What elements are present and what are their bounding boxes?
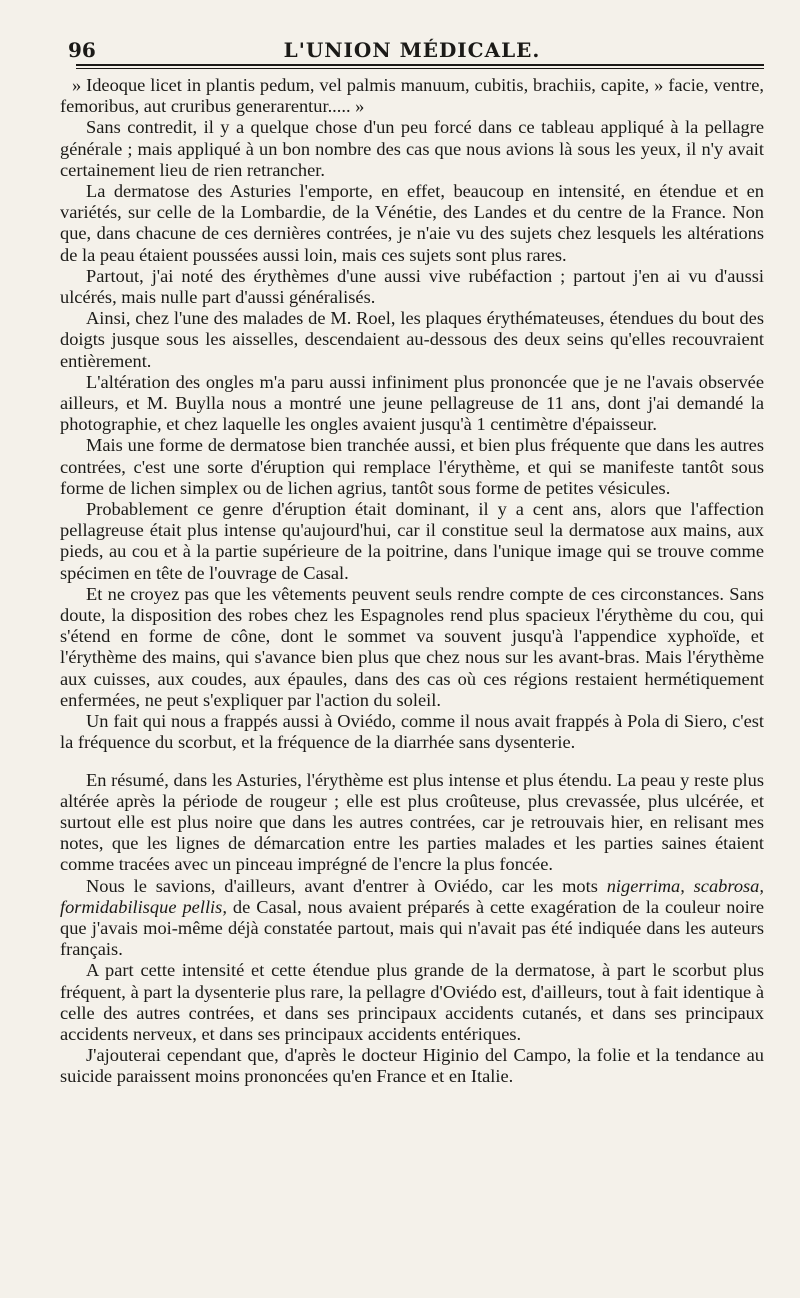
summary-paragraph: En résumé, dans les Asturies, l'érythème est plus intense et plus étendu. La peau y reste plus altérée après la période de rougeur ; elle est plus croûteuse, plus crevassée, plus ulcérée, et surtout elle est plus noire que dans les autres contrées, car je retrouvais hier, en relisant mes notes, que les lignes de démarcation entre les parties malades et les parties saines étaient comme tracées avec un pinceau imprégné de l'encre la plus foncée.	[60, 769, 764, 875]
running-title: L'UNION MÉDICALE.	[283, 38, 541, 62]
paragraph: Et ne croyez pas que les vêtements peuvent seuls rendre compte de ces circonstances. Sans doute, la disposition des robes chez les Espagnoles rend plus spacieux l'érythème du cou, qui s'étend en forme de cône, dont le sommet va souvent jusqu'à l'appendice xyphoïde, et l'érythème des mains, qui s'avance bien plus que chez nous sur les avant-bras. Mais l'érythème aux cuisses, aux coudes, aux épaules, dans des cas où ces régions restaient hermétiquement enfermées, ne peut s'expliquer par l'action du soleil.	[60, 583, 764, 710]
casal-text-after: de Casal, nous avaient préparés à cette exagération de la couleur noire que j'avais moi-même déjà constatée partout, mais qui n'avait pas été indiquée dans les auteurs français.	[60, 896, 764, 960]
paragraph: Partout, j'ai noté des érythèmes d'une aussi vive rubéfaction ; partout j'en ai vu d'aussi ulcérés, mais nulle part d'aussi généralisés.	[60, 265, 764, 308]
paragraph: Mais une forme de dermatose bien tranchée aussi, et bien plus fréquente que dans les autres contrées, c'est une sorte d'éruption qui remplace l'érythème, et qui se manifeste tantôt sous forme de lichen simplex ou de lichen agrius, tantôt sous forme de petites vésicules.	[60, 435, 764, 498]
paragraph: La dermatose des Asturies l'emporte, en effet, beaucoup en intensité, en étendue et en variétés, sur celle de la Lombardie, de la Vénétie, des Landes et du centre de la France. Non que, dans chacune de ces dernières contrées, je n'aie vu des sujets chez lesquels les altérations de la peau étaient poussées aussi loin, mais ces sujets sont plus rares.	[60, 181, 764, 265]
paragraph: Ainsi, chez l'une des malades de M. Roel, les plaques érythémateuses, étendues du bout des doigts jusque sous les aisselles, descendaient au-dessous des deux seins qu'elles recouvraient entièrement.	[60, 308, 764, 371]
casal-paragraph	[60, 876, 764, 961]
paragraph: Probablement ce genre d'éruption était dominant, il y a cent ans, alors que l'affection pellagreuse était plus intense qu'aujourd'hui, car il constitue seul la dermatose aux mains, aux pieds, au cou et à la partie supérieure de la poitrine, dans l'unique image qui se trouve comme spécimen en tête de l'ouvrage de Casal.	[60, 499, 764, 583]
article-body	[60, 75, 764, 1088]
page-number: 96	[68, 38, 96, 62]
paragraph: Sans contredit, il y a quelque chose d'un peu forcé dans ce tableau appliqué à la pellagre générale ; mais appliqué à un bon nombre des cas que nous avions là sous les yeux, il n'y avait certainement lieu de rien retrancher.	[60, 117, 764, 180]
paragraph: J'ajouterai cependant que, d'après le docteur Higinio del Campo, la folie et la tendance au suicide paraissent moins prononcées qu'en France et en Italie.	[60, 1045, 764, 1087]
paragraph: A part cette intensité et cette étendue plus grande de la dermatose, à part le scorbut plus fréquent, à part la dysenterie plus rare, la pellagre d'Oviédo est, d'ailleurs, tout à fait identique à celle des autres contrées, et dans ses principaux accidents cutanés, et dans ses principaux accidents nerveux, et dans ses principaux accidents entériques.	[60, 960, 764, 1044]
paragraph: L'altération des ongles m'a paru aussi infiniment plus prononcée que je ne l'avais observée ailleurs, et M. Buylla nous a montré une jeune pellagreuse de 11 ans, dont j'ai demandé la photographie, et chez laquelle les ongles avaient jusqu'à 1 centimètre d'épaisseur.	[60, 371, 764, 435]
casal-latin-italic: nigerrima, scabrosa, formidabilisque pellis,	[60, 875, 764, 917]
latin-quotation: » Ideoque licet in plantis pedum, vel palmis manuum, cubitis, brachiis, capite, » facie, ventre, femoribus, aut cruribus generarentur..... »	[60, 75, 764, 117]
header-rule	[76, 64, 764, 69]
page-header	[60, 30, 764, 64]
casal-text-before: Nous le savions, d'ailleurs, avant d'entrer à Oviédo, car les mots	[86, 875, 607, 896]
paragraph: Un fait qui nous a frappés aussi à Oviédo, comme il nous avait frappés à Pola di Siero, c'est la fréquence du scorbut, et la fréquence de la diarrhée sans dysenterie.	[60, 711, 764, 753]
